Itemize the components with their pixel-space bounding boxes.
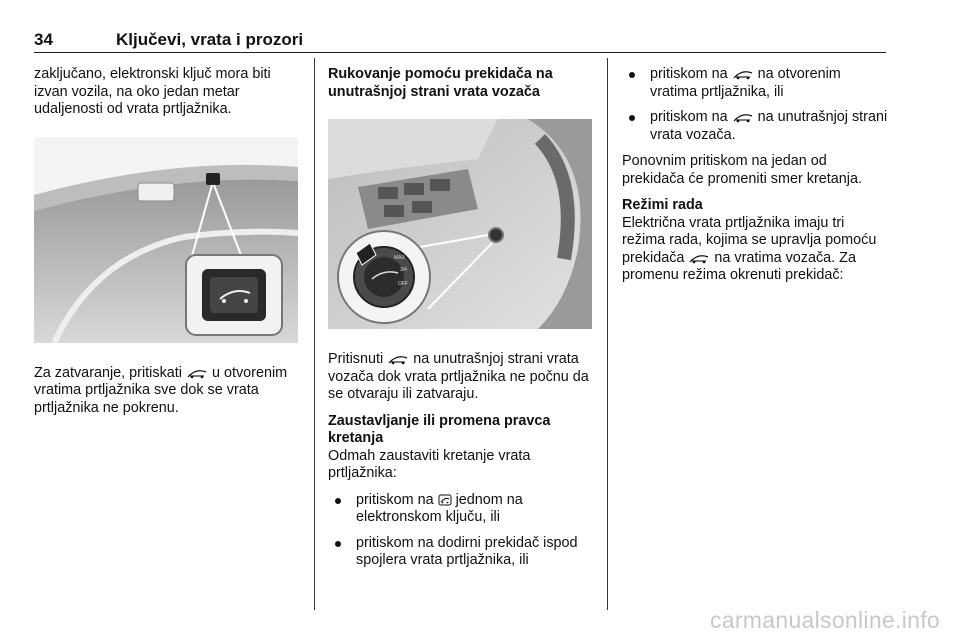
bullet-list [622, 66, 890, 144]
tailgate-icon [732, 68, 754, 80]
column-1 [34, 66, 300, 426]
list-item: pritiskom na na otvorenim vratima prtljažnika, ili [622, 66, 890, 101]
column-2 [328, 66, 592, 579]
section-heading: Zaustavljanje ili promena pravca kretanja [328, 412, 551, 446]
column-3 [622, 66, 890, 294]
driver-door-switch-illustration [328, 119, 592, 329]
chapter-title: Ključevi, vrata i prozori [116, 30, 304, 49]
header-rule [34, 52, 886, 53]
page-number: 34 [34, 30, 53, 49]
tailgate-icon [186, 367, 208, 379]
paragraph: Električna vrata prtljažnika imaju tri režima rada, kojima se upravlja pomoću prekidača na vratima vozača. Za promenu režima okrenuti prekidač: [622, 214, 877, 283]
paragraph: Ponovnim pritiskom na jedan od prekidača će promeniti smer kretanja. [622, 153, 862, 187]
key-tailgate-icon [438, 494, 452, 506]
bullet-dot [335, 498, 341, 504]
paragraph: Za zatvaranje, pritiskati u otvorenim vratima prtljažnika sve dok se vrata prtljažnika ne pokrenu. [34, 364, 288, 416]
column-divider-1 [314, 58, 315, 610]
switch-label-three-quarter: 3/4 [400, 267, 407, 273]
section-heading: Rukovanje pomoću prekidača na unutrašnjoj strani vrata vozača [328, 66, 553, 100]
paragraph: Odmah zaustaviti kretanje vrata prtljažnika: [328, 447, 531, 481]
tailgate-icon [387, 353, 409, 365]
tailgate-icon [688, 252, 710, 264]
tailgate-switch-illustration [34, 137, 298, 343]
list-item: pritiskom na dodirni prekidač ispod spojlera vrata prtljažnika, ili [328, 535, 592, 570]
paragraph: zaključano, elektronski ključ mora biti izvan vozila, na oko jedan metar udaljenosti od vrata prtljažnika. [34, 66, 271, 117]
tailgate-icon [732, 111, 754, 123]
bullet-list [328, 492, 592, 570]
switch-label-max: MAX [394, 255, 405, 261]
page-header [34, 30, 886, 52]
column-divider-2 [607, 58, 608, 610]
bullet-dot [335, 541, 341, 547]
section-heading: Režimi rada [622, 197, 703, 213]
list-item: pritiskom na jednom na elektronskom ključu, ili [328, 492, 592, 527]
paragraph: Pritisnuti na unutrašnjoj strani vrata vozača dok vrata prtljažnika ne počnu da se otvaraju ili zatvaraju. [328, 351, 589, 402]
list-item: pritiskom na na unutrašnjoj strani vrata vozača. [622, 109, 890, 144]
bullet-dot [629, 72, 635, 78]
bullet-dot [629, 115, 635, 121]
watermark: carmanualsonline.info [709, 607, 940, 633]
switch-label-off: OFF [398, 281, 408, 287]
